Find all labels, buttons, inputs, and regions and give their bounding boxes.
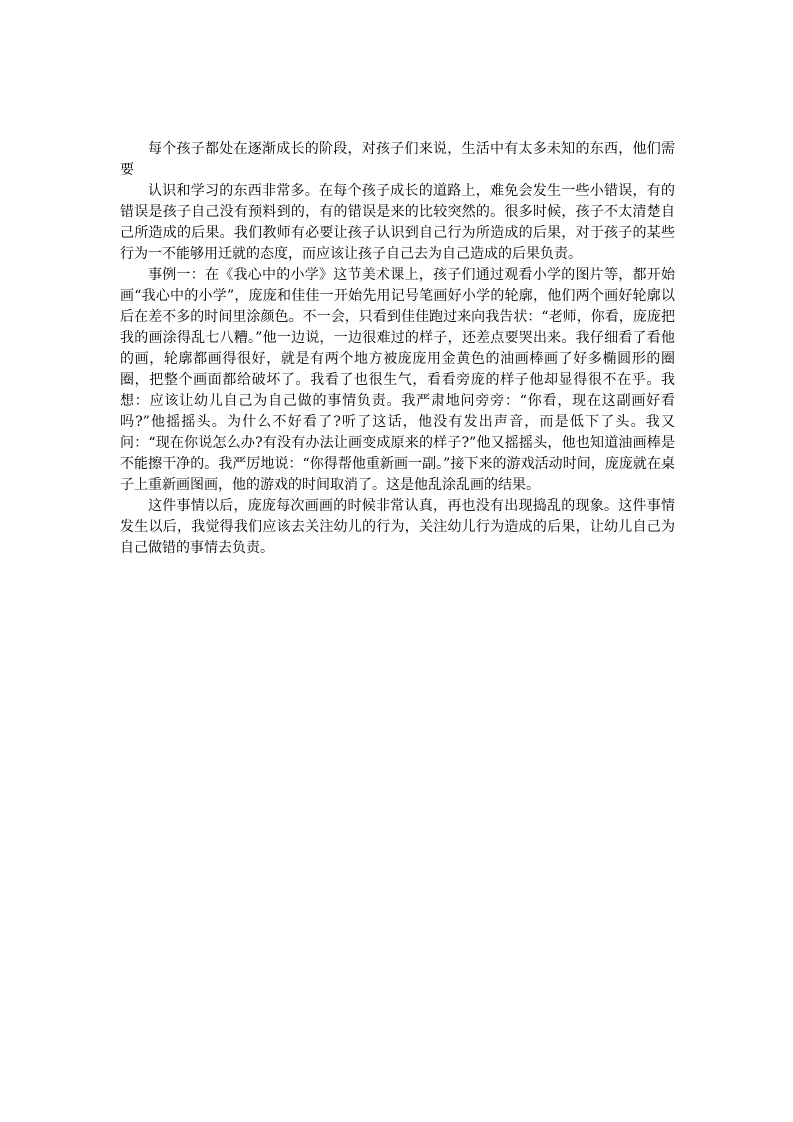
paragraph-2: 认识和学习的东西非常多。在每个孩子成长的道路上，难免会发生一些小错误，有的错误是孩子自己没有预料到的，有的错误是来的比较突然的。很多时候，孩子不太清楚自己所造成的后果。我们教师有必要让孩子认识到自己行为所造成的后果，对于孩子的某些行为一不能够用迁就的态度，而应该让孩子自己去为自己造成的后果负责。 <box>120 183 675 262</box>
paragraph-4: 这件事情以后，庞庞每次画画的时候非常认真，再也没有出现捣乱的现象。这件事情发生以后，我觉得我们应该去关注幼儿的行为，关注幼儿行为造成的后果，让幼儿自己为自己做错的事情去负责。 <box>120 498 675 556</box>
paragraph-3: 事例一：在《我心中的小学》这节美术课上，孩子们通过观看小学的图片等，都开始画“我心中的小学”，庞庞和佳佳一开始先用记号笔画好小学的轮廓，他们两个画好轮廓以后在差不多的时间里涂颜色。不一会，只看到佳佳跑过来向我告状：“老师，你看，庞庞把我的画涂得乱七八糟。”他一边说，一边很难过的样子，还差点要哭出来。我仔细看了看他的画，轮廓都画得很好，就是有两个地方被庞庞用金黄色的油画棒画了好多椭圆形的圈圈，把整个画面都给破坏了。我看了也很生气，看看旁庞的样子他却显得很不在乎。我想：应该让幼儿自己为自己做的事情负责。我严肃地问旁旁：“你看，现在这副画好看吗?”他摇摇头。为什么不好看了?听了这话，他没有发出声音，而是低下了头。我又问：“现在你说怎么办?有没有办法让画变成原来的样子?”他又摇摇头，他也知道油画棒是不能擦干净的。我严厉地说：“你得帮他重新画一副。”接下来的游戏活动时间，庞庞就在桌子上重新画图画，他的游戏的时间取消了。这是他乱涂乱画的结果。 <box>120 267 675 493</box>
document-body <box>120 139 675 559</box>
paragraph-1: 每个孩子都处在逐渐成长的阶段，对孩子们来说，生活中有太多未知的东西，他们需要 <box>120 141 675 178</box>
